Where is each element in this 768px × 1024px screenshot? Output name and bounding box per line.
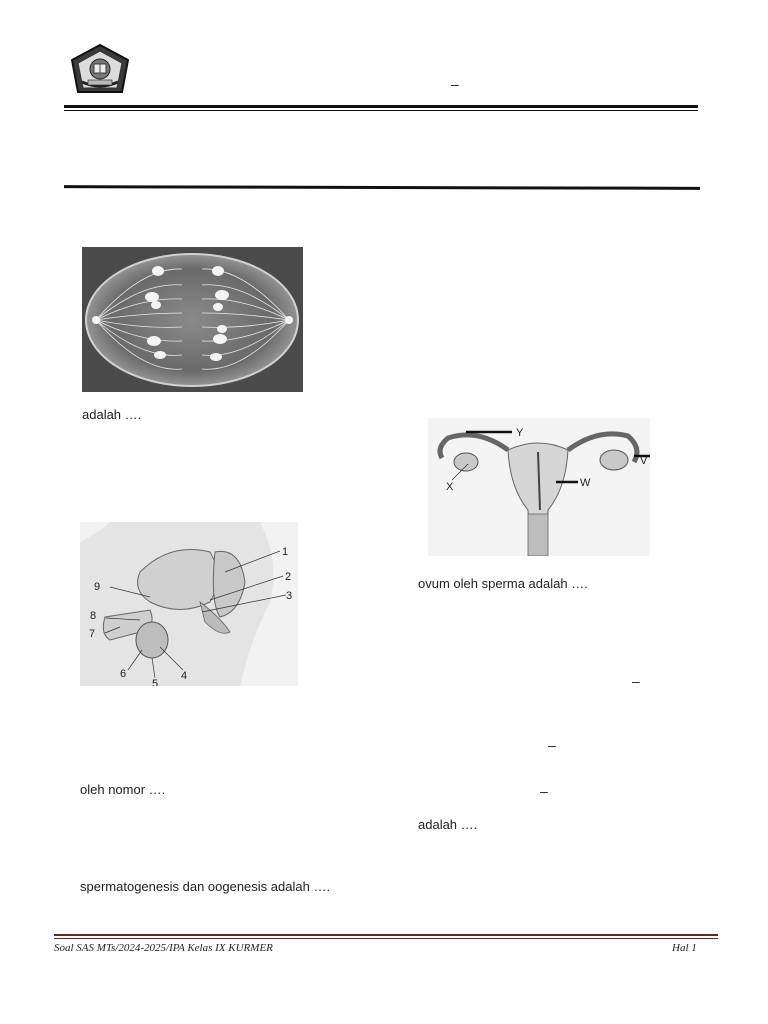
footer-rule-thick (54, 934, 718, 936)
question-mitosis-text: adalah …. (82, 407, 142, 422)
footer-rule-thin (54, 938, 718, 939)
question-last-text: adalah …. (418, 817, 478, 832)
footer-page-number: Hal 1 (672, 942, 697, 954)
answer-dash-2: – (548, 737, 556, 753)
male-label-7: 7 (89, 628, 96, 640)
header-rule-top (64, 105, 698, 108)
footer-left-text: Soal SAS MTs/2024-2025/IPA Kelas IX KURMER (54, 942, 273, 954)
header-rule-bottom (64, 185, 700, 190)
male-label-4: 4 (181, 670, 188, 682)
female-label-x: X (446, 481, 454, 493)
header-dash: – (451, 76, 459, 92)
male-label-2: 2 (285, 571, 292, 583)
male-label-1: 1 (282, 546, 289, 558)
male-label-3: 3 (286, 590, 293, 602)
male-label-5: 5 (152, 678, 159, 686)
female-label-w: W (580, 477, 591, 489)
male-reproductive-diagram (80, 522, 298, 686)
header-rule-top-thin (64, 110, 698, 111)
question-male-text: oleh nomor …. (80, 782, 166, 797)
female-label-v: V (640, 455, 648, 467)
male-label-8: 8 (90, 610, 97, 622)
male-label-9: 9 (94, 581, 101, 593)
mitosis-figure (82, 247, 303, 392)
answer-dash-3: – (540, 783, 548, 799)
answer-dash-1: – (632, 673, 640, 689)
male-label-6: 6 (120, 668, 127, 680)
female-label-y: Y (516, 427, 524, 439)
school-emblem-icon (66, 42, 134, 98)
female-reproductive-diagram (428, 418, 650, 556)
question-fertilization-text: ovum oleh sperma adalah …. (418, 576, 588, 591)
question-gametogenesis-text: spermatogenesis dan oogenesis adalah …. (80, 879, 331, 894)
